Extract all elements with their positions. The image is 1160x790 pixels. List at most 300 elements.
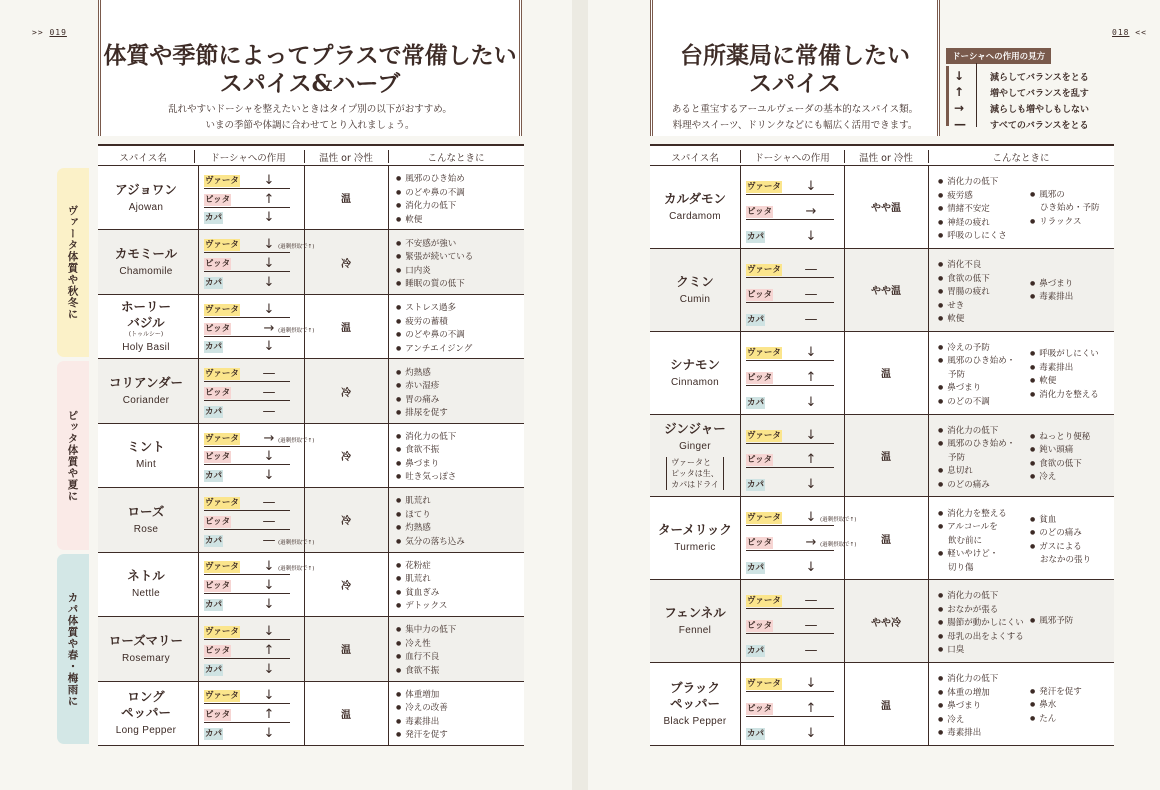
spice-name-ja: ミント bbox=[127, 439, 165, 455]
spice-name-cell bbox=[650, 415, 740, 497]
arrow-down-icon: ↓ bbox=[805, 178, 817, 194]
temperature-value: 冷 bbox=[341, 258, 351, 270]
use-case-item: ● 胃の痛み bbox=[396, 394, 448, 408]
left-title-line1: 体質や季節によってプラスで常備したい bbox=[103, 42, 517, 69]
dosha-label-pitta: ピッタ bbox=[205, 710, 231, 721]
dosha-vata bbox=[204, 363, 290, 382]
header-when: こんなときに bbox=[427, 153, 485, 164]
dash-icon: — bbox=[262, 513, 276, 529]
arrow-down-icon: ↓ bbox=[263, 256, 275, 272]
dosha-pitta bbox=[746, 361, 834, 386]
dosha-vata bbox=[746, 336, 834, 361]
dosha-kapha bbox=[204, 337, 290, 356]
use-case-list bbox=[938, 508, 1007, 576]
use-case-list-2 bbox=[1030, 686, 1082, 727]
use-case-item: ● 消化力を整える bbox=[1030, 389, 1099, 403]
use-case-list-2 bbox=[1030, 514, 1091, 568]
dosha-kapha bbox=[746, 468, 834, 493]
arrow-right-icon: → bbox=[805, 535, 817, 551]
temperature-value: 温 bbox=[341, 194, 351, 206]
use-case-item: ● 消化力の低下 bbox=[938, 176, 1007, 190]
legend-text: 増やしてバランスを乱す bbox=[990, 89, 1089, 99]
use-case-item: ● 鼻づまり bbox=[938, 700, 998, 714]
spice-name-ruby: (トゥルシー) bbox=[128, 331, 164, 339]
use-case-item: ● 口臭 bbox=[938, 644, 1024, 658]
spice-name-ja: カモミール bbox=[114, 246, 178, 262]
use-case-item: ● 食欲の低下 bbox=[938, 273, 990, 287]
spice-name-en: Cinnamon bbox=[671, 376, 719, 388]
arrow-down-icon: ↓ bbox=[263, 623, 275, 639]
arrow-up-icon: ↑ bbox=[263, 191, 275, 207]
use-case-item: ● 疲労の蓄積 bbox=[396, 316, 472, 330]
use-case-item: ● 風邪のひき始め・ bbox=[938, 355, 1015, 369]
spice-name-cell bbox=[650, 497, 740, 579]
use-case-item: ● 不安感が強い bbox=[396, 238, 473, 252]
temperature-value: やや冷 bbox=[871, 617, 901, 629]
use-case-item: ● 体重増加 bbox=[396, 689, 448, 703]
dosha-kapha bbox=[204, 208, 290, 227]
dosha-pitta bbox=[204, 253, 290, 272]
spice-name-en: Nettle bbox=[132, 588, 160, 600]
spice-name-ja: クミン bbox=[676, 273, 714, 289]
table-row bbox=[650, 249, 1114, 332]
use-case-item: ● 肌荒れ bbox=[396, 495, 465, 509]
dosha-label-kapha: カパ bbox=[205, 406, 223, 417]
dosha-label-pitta: ピッタ bbox=[205, 581, 231, 592]
spice-name-cell bbox=[650, 663, 740, 745]
spice-name-ja-2: バジル bbox=[127, 315, 165, 331]
dash-icon: — bbox=[804, 311, 818, 327]
legend-item bbox=[946, 100, 1114, 116]
left-title-line2: スパイス&ハーブ bbox=[219, 70, 401, 97]
use-case-list bbox=[396, 624, 456, 678]
use-case-list bbox=[938, 590, 1024, 658]
dosha-label-vata: ヴァータ bbox=[747, 513, 781, 524]
arrow-down-icon: ↓ bbox=[805, 394, 817, 410]
use-case-list bbox=[396, 367, 448, 421]
use-case-item: ● のどや鼻の不調 bbox=[396, 329, 472, 343]
dosha-label-kapha: カパ bbox=[747, 728, 765, 739]
table-row bbox=[650, 166, 1114, 249]
dosha-label-kapha: カパ bbox=[205, 664, 223, 675]
use-case-list bbox=[396, 689, 448, 743]
dosha-vata bbox=[204, 170, 290, 189]
table-row bbox=[98, 359, 524, 423]
spice-name-ja-2: ペッパー bbox=[669, 696, 720, 712]
use-case-item: ● 消化力を整える bbox=[938, 508, 1007, 522]
use-case-item: ● 腸節が動かしにくい bbox=[938, 617, 1024, 631]
arrow-down-icon: ↓ bbox=[263, 274, 275, 290]
arrow-down-icon: ↓ bbox=[263, 301, 275, 317]
left-page-number: >> 019 bbox=[32, 28, 67, 37]
use-case-item: ● デトックス bbox=[396, 600, 447, 614]
use-case-item: ● 肌荒れ bbox=[396, 573, 447, 587]
use-case-item: ● 灼熱感 bbox=[396, 367, 448, 381]
use-case-item: ● 呼吸がしにくい bbox=[1030, 348, 1099, 362]
use-case-item: ● 消化力の低下 bbox=[396, 431, 456, 445]
dosha-label-pitta: ピッタ bbox=[747, 704, 773, 715]
arrow-down-icon: ↓ bbox=[263, 725, 275, 741]
table-row bbox=[98, 230, 524, 294]
dosha-label-pitta: ピッタ bbox=[205, 452, 231, 463]
dosha-vata bbox=[746, 667, 834, 692]
table-row bbox=[650, 497, 1114, 580]
dosha-label-pitta: ピッタ bbox=[747, 206, 773, 217]
dosha-label-kapha: カパ bbox=[205, 342, 223, 353]
table-row bbox=[98, 166, 524, 230]
dash-icon: — bbox=[262, 495, 276, 511]
spice-name-en: Ajowan bbox=[128, 201, 164, 213]
temperature-value: 温 bbox=[341, 709, 351, 721]
arrow-right-icon: → bbox=[954, 101, 965, 115]
spice-name-en: Chamomile bbox=[119, 266, 173, 278]
dosha-vata bbox=[204, 557, 315, 576]
dosha-label-pitta: ピッタ bbox=[205, 323, 231, 334]
arrow-down-icon: ↓ bbox=[263, 172, 275, 188]
spice-name-ja: ジンジャー bbox=[664, 420, 726, 436]
use-case-list-2 bbox=[1030, 278, 1073, 305]
use-case-list bbox=[396, 495, 465, 549]
dosha-kapha bbox=[204, 465, 290, 484]
legend-items bbox=[946, 68, 1114, 132]
dosha-pitta bbox=[746, 609, 834, 634]
temperature-value: 冷 bbox=[341, 387, 351, 399]
table-row bbox=[650, 663, 1114, 746]
spice-name-en: Turmeric bbox=[674, 542, 716, 554]
dosha-label-vata: ヴァータ bbox=[747, 347, 781, 358]
dosha-label-pitta: ピッタ bbox=[747, 455, 773, 466]
use-case-item: ● おなかが張る bbox=[938, 604, 1024, 618]
use-case-item: ● 神経の疲れ bbox=[938, 217, 1007, 231]
arrow-down-icon: ↓ bbox=[805, 510, 817, 526]
dosha-kapha bbox=[204, 659, 290, 678]
use-case-item: ● 軟便 bbox=[396, 214, 465, 228]
table-row bbox=[650, 415, 1114, 498]
use-case-item: ● 情緒不安定 bbox=[938, 203, 1007, 217]
use-case-item: ● 鈍い頭痛 bbox=[1030, 444, 1090, 458]
excess-note: (過剰摂取で↑) bbox=[278, 437, 315, 444]
dosha-pitta bbox=[204, 511, 290, 530]
legend-item bbox=[946, 116, 1114, 132]
dosha-vata bbox=[204, 686, 290, 705]
table-row bbox=[650, 332, 1114, 415]
use-case-item: ● 灼熱感 bbox=[396, 522, 465, 536]
dosha-label-pitta: ピッタ bbox=[205, 194, 231, 205]
dosha-label-vata: ヴァータ bbox=[747, 181, 781, 192]
dash-icon: — bbox=[262, 366, 276, 382]
dosha-kapha bbox=[746, 717, 834, 742]
use-case-item: ● 集中力の低下 bbox=[396, 624, 456, 638]
dosha-vata bbox=[204, 299, 290, 318]
temperature-value: 温 bbox=[881, 534, 891, 546]
arrow-up-icon: ↑ bbox=[263, 642, 275, 658]
use-case-item: おなかの張り bbox=[1040, 555, 1092, 566]
use-case-item: ● 貧血 bbox=[1030, 514, 1091, 528]
legend-title: ドーシャへの作用の見方 bbox=[946, 48, 1051, 64]
dosha-pitta bbox=[204, 447, 290, 466]
use-case-list bbox=[938, 342, 1015, 410]
spice-name-en: Long Pepper bbox=[115, 725, 177, 737]
dosha-pitta bbox=[204, 704, 290, 723]
dosha-vata bbox=[204, 234, 315, 253]
arrow-down-icon: ↓ bbox=[805, 344, 817, 360]
use-case-item: ● 消化力の低下 bbox=[938, 425, 1015, 439]
arrow-right-icon: → bbox=[263, 430, 275, 446]
excess-note: (過剰摂取で↑) bbox=[278, 539, 315, 546]
table-row bbox=[98, 553, 524, 617]
right-title-box bbox=[650, 0, 940, 136]
use-case-item: ● 鼻づまり bbox=[1030, 278, 1073, 292]
right-page-number: 018 << bbox=[1112, 28, 1147, 37]
use-case-item: ● リラックス bbox=[1030, 216, 1100, 230]
dosha-pitta bbox=[204, 640, 290, 659]
use-case-item: ● 消化力の低下 bbox=[938, 590, 1024, 604]
use-case-item: ● ねっとり便秘 bbox=[1030, 431, 1090, 445]
left-page bbox=[0, 0, 572, 790]
spice-name-cell bbox=[98, 166, 194, 229]
use-case-item: ● 冷えの予防 bbox=[938, 342, 1015, 356]
spice-name-ja: ブラック bbox=[670, 680, 720, 696]
excess-note: (過剰摂取で↑) bbox=[278, 566, 315, 573]
dosha-kapha bbox=[204, 530, 315, 549]
spice-name-cell bbox=[650, 580, 740, 662]
arrow-up-icon: ↑ bbox=[805, 452, 817, 468]
use-case-item: ● 食欲の低下 bbox=[1030, 458, 1090, 472]
use-case-item: ● 風邪の bbox=[1030, 189, 1100, 203]
arrow-right-icon: → bbox=[805, 203, 817, 219]
spice-name-cell bbox=[98, 553, 194, 616]
spice-name-en: Mint bbox=[135, 459, 157, 471]
header-dosha: ドーシャへの作用 bbox=[754, 153, 830, 164]
use-case-item: 予防 bbox=[948, 369, 966, 380]
header-spice: スパイス名 bbox=[671, 153, 719, 164]
use-case-item: ● 軟便 bbox=[1030, 375, 1099, 389]
dash-icon: — bbox=[262, 384, 276, 400]
dosha-label-vata: ヴァータ bbox=[205, 562, 239, 573]
use-case-item: ● 毒素排出 bbox=[1030, 291, 1073, 305]
arrow-down-icon: ↓ bbox=[805, 477, 817, 493]
use-case-list bbox=[938, 425, 1015, 493]
use-case-item: ● ほてり bbox=[396, 509, 465, 523]
dosha-label-vata: ヴァータ bbox=[205, 691, 239, 702]
use-case-item: ● 毒素排出 bbox=[938, 727, 998, 741]
spice-name-ja: コリアンダー bbox=[108, 375, 183, 391]
dash-icon: — bbox=[804, 593, 818, 609]
spice-name-ja: カルダモン bbox=[663, 190, 726, 206]
dosha-label-pitta: ピッタ bbox=[205, 259, 231, 270]
use-case-item: ● 食欲不振 bbox=[396, 665, 456, 679]
use-case-item: ● のどや鼻の不調 bbox=[396, 187, 465, 201]
dosha-vata bbox=[204, 492, 290, 511]
temperature-value: 温 bbox=[341, 323, 351, 335]
use-case-item: ● 毒素排出 bbox=[1030, 362, 1099, 376]
spice-name-en: Black Pepper bbox=[663, 716, 727, 728]
dosha-label-kapha: カパ bbox=[747, 563, 765, 574]
right-subtitle: あると重宝するアーユルヴェーダの基本的なスパイス類。 料理やスイーツ、ドリンクなどにも幅広く活用できます。 bbox=[671, 104, 919, 131]
table-row bbox=[98, 488, 524, 552]
use-case-item: ● 消化不良 bbox=[938, 259, 990, 273]
excess-note: (過剰摂取で↑) bbox=[820, 517, 857, 524]
spice-name-en: Rose bbox=[133, 523, 159, 535]
dosha-pitta bbox=[204, 382, 290, 401]
table-row bbox=[98, 617, 524, 681]
temperature-value: 冷 bbox=[341, 451, 351, 463]
use-case-item: ● 発汗を促す bbox=[1030, 686, 1082, 700]
excess-note: (過剰摂取で↑) bbox=[278, 327, 315, 334]
dosha-label-kapha: カパ bbox=[205, 728, 223, 739]
left-title-box bbox=[98, 0, 522, 136]
dosha-label-pitta: ピッタ bbox=[205, 516, 231, 527]
dosha-pitta bbox=[746, 692, 834, 717]
use-case-list-2 bbox=[1030, 615, 1073, 629]
arrow-up-icon: ↑ bbox=[805, 701, 817, 717]
spice-name-ja: ネトル bbox=[127, 568, 165, 584]
spice-name-ja-2: ペッパー bbox=[120, 705, 171, 721]
use-case-item: ● のどの痛み bbox=[1030, 527, 1091, 541]
use-case-item: ● 花粉症 bbox=[396, 560, 447, 574]
dosha-label-vata: ヴァータ bbox=[205, 240, 239, 251]
use-case-item: ● 鼻づまり bbox=[938, 382, 1015, 396]
use-case-item: ● 排尿を促す bbox=[396, 407, 448, 421]
dosha-vata bbox=[746, 501, 857, 526]
dosha-vata bbox=[746, 584, 834, 609]
use-case-item: ● 鼻水 bbox=[1030, 699, 1082, 713]
arrow-down-icon: ↓ bbox=[805, 725, 817, 741]
dosha-pitta bbox=[204, 189, 290, 208]
dosha-kapha bbox=[746, 386, 834, 411]
temperature-value: 温 bbox=[881, 700, 891, 712]
table-row bbox=[98, 682, 524, 746]
arrow-down-icon: ↓ bbox=[263, 597, 275, 613]
arrow-down-icon: ↓ bbox=[263, 661, 275, 677]
use-case-list bbox=[396, 302, 472, 356]
temperature-value: 温 bbox=[881, 369, 891, 381]
sidebar-vata: ヴァータ体質や秋冬に bbox=[57, 168, 89, 357]
spice-name-ja: ロング bbox=[127, 689, 165, 705]
table-row bbox=[98, 424, 524, 488]
dosha-kapha bbox=[746, 220, 834, 245]
use-case-item: ● アルコールを bbox=[938, 521, 1007, 535]
dosha-label-kapha: カパ bbox=[747, 480, 765, 491]
arrow-down-icon: ↓ bbox=[263, 339, 275, 355]
dosha-label-vata: ヴァータ bbox=[747, 430, 781, 441]
sidebar-kapha: カパ体質や春・梅雨に bbox=[57, 554, 89, 744]
use-case-item: ● ストレス過多 bbox=[396, 302, 472, 316]
legend-item bbox=[946, 68, 1114, 84]
arrow-down-icon: ↓ bbox=[263, 688, 275, 704]
use-case-item: ● 消化力の低下 bbox=[938, 673, 998, 687]
spice-name-ja: フェンネル bbox=[664, 605, 726, 621]
dash-icon: — bbox=[262, 532, 276, 548]
use-case-item: ● 消化力の低下 bbox=[396, 200, 465, 214]
use-case-item: ● ガスによる bbox=[1030, 541, 1091, 555]
dash-icon: — bbox=[262, 403, 276, 419]
use-case-item: ● 鼻づまり bbox=[396, 458, 456, 472]
dosha-label-kapha: カパ bbox=[205, 471, 223, 482]
dosha-label-pitta: ピッタ bbox=[747, 538, 773, 549]
use-case-list bbox=[938, 259, 990, 327]
spice-name-cell bbox=[98, 488, 194, 551]
dosha-label-vata: ヴァータ bbox=[205, 369, 239, 380]
dosha-kapha bbox=[204, 401, 290, 420]
dosha-pitta bbox=[746, 526, 857, 551]
spice-name-ja: アジョワン bbox=[115, 181, 177, 197]
spice-note: ヴァータと ピッタは生、 カパはドライ bbox=[666, 457, 724, 490]
dosha-vata bbox=[746, 419, 834, 444]
dosha-pitta bbox=[746, 195, 834, 220]
arrow-down-icon: ↓ bbox=[805, 676, 817, 692]
temperature-value: やや温 bbox=[871, 286, 901, 298]
spice-name-cell bbox=[650, 332, 740, 414]
use-case-item: ● 睡眠の質の低下 bbox=[396, 278, 473, 292]
spice-name-en: Ginger bbox=[679, 440, 711, 452]
use-case-list bbox=[396, 560, 447, 614]
header-dosha: ドーシャへの作用 bbox=[210, 153, 286, 164]
spice-name-cell bbox=[98, 230, 194, 293]
dash-icon: — bbox=[804, 643, 818, 659]
header-when: こんなときに bbox=[992, 153, 1050, 164]
dosha-vata bbox=[746, 170, 834, 195]
spice-name-en: Cumin bbox=[679, 293, 711, 305]
dosha-vata bbox=[204, 428, 315, 447]
spice-name-cell bbox=[650, 249, 740, 331]
use-case-item: ● 風邪予防 bbox=[1030, 615, 1073, 629]
left-table-header bbox=[98, 144, 524, 166]
spice-name-en: Cardamom bbox=[669, 210, 721, 222]
dosha-label-vata: ヴァータ bbox=[205, 175, 239, 186]
header-temp: 温性 or 冷性 bbox=[859, 153, 913, 164]
spice-name-cell bbox=[98, 617, 194, 680]
dosha-label-kapha: カパ bbox=[747, 231, 765, 242]
dosha-kapha bbox=[746, 303, 834, 328]
dosha-label-kapha: カパ bbox=[747, 397, 765, 408]
dosha-label-vata: ヴァータ bbox=[747, 264, 781, 275]
dosha-label-vata: ヴァータ bbox=[747, 679, 781, 690]
right-spice-table bbox=[650, 144, 1114, 746]
arrow-up-icon: ↑ bbox=[263, 707, 275, 723]
dosha-label-vata: ヴァータ bbox=[205, 304, 239, 315]
use-case-item: ● 毒素排出 bbox=[396, 716, 448, 730]
spice-name-ja: ターメリック bbox=[658, 522, 732, 538]
excess-note: (過剰摂取で↑) bbox=[278, 244, 315, 251]
dosha-kapha bbox=[204, 272, 290, 291]
use-case-item: 切り傷 bbox=[948, 562, 974, 573]
use-case-item: ● 胃腸の疲れ bbox=[938, 286, 990, 300]
dosha-label-pitta: ピッタ bbox=[747, 621, 773, 632]
right-title-line1: 台所薬局に常備したい bbox=[680, 42, 910, 69]
arrow-down-icon: ↓ bbox=[263, 468, 275, 484]
use-case-item: ひき始め・予防 bbox=[1040, 203, 1100, 214]
dash-icon: — bbox=[804, 618, 818, 634]
dosha-label-kapha: カパ bbox=[205, 213, 223, 224]
spice-name-ja: シナモン bbox=[669, 356, 720, 372]
excess-note: (過剰摂取で↑) bbox=[820, 542, 857, 549]
use-case-item: 予防 bbox=[948, 452, 966, 463]
legend-item bbox=[946, 84, 1114, 100]
use-case-list-2 bbox=[1030, 348, 1099, 402]
temperature-value: 冷 bbox=[341, 580, 351, 592]
use-case-item: ● 息切れ bbox=[938, 465, 1015, 479]
arrow-up-icon: ↑ bbox=[954, 85, 965, 99]
use-case-item: ● 風邪のひき始め・ bbox=[938, 438, 1015, 452]
left-spice-table bbox=[98, 144, 524, 746]
spice-name-ja: ホーリー bbox=[120, 299, 171, 315]
use-case-item: ● 軟便 bbox=[938, 313, 990, 327]
legend-text: 減らしてバランスをとる bbox=[990, 73, 1089, 83]
arrow-down-icon: ↓ bbox=[263, 559, 275, 575]
dosha-kapha bbox=[204, 594, 290, 613]
dosha-pitta bbox=[204, 575, 290, 594]
